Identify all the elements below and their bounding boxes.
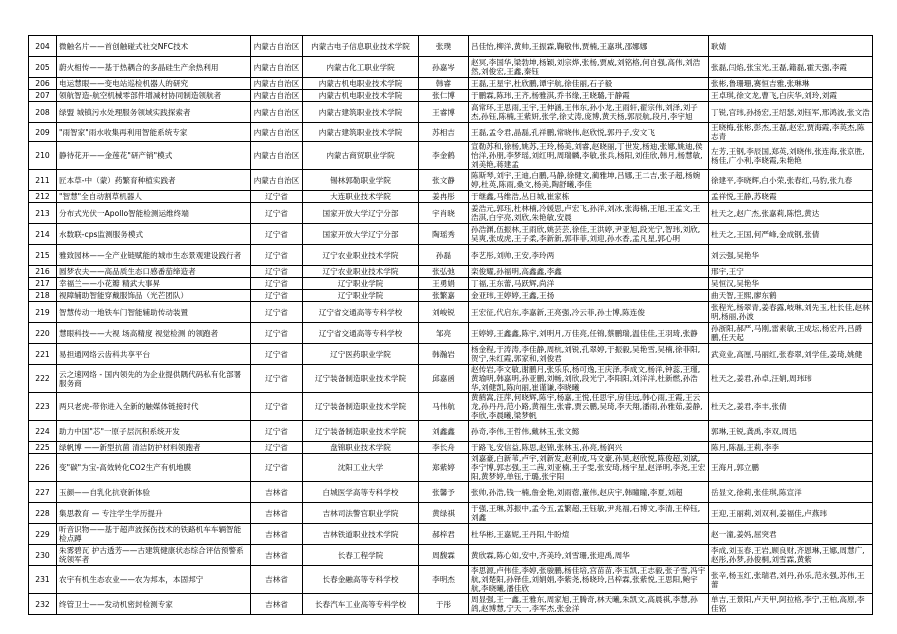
cell-members: 王磊,王星宇,杜欣鹏,谭宇航,徐佳丽,石子毅 xyxy=(469,78,709,90)
cell-school: 辽宁装备制造职业技术学院 xyxy=(303,421,419,442)
cell-project-name: 云之速网络 - 国内领先的为企业提供隅代码私有化部署服务商 xyxy=(57,365,251,393)
cell-province: 辽宁省 xyxy=(251,454,303,482)
cell-project-name: 电运慧眼——变电站巡检机器人的研究 xyxy=(57,78,251,90)
cell-province: 内蒙古自治区 xyxy=(251,36,303,57)
cell-teachers: 杜天之,姜君,孙卓,汪娟,周玮玮 xyxy=(709,365,873,393)
cell-leader: 张仁博 xyxy=(419,90,469,102)
cell-province: 辽宁省 xyxy=(251,302,303,323)
cell-number: 232 xyxy=(29,594,57,615)
table-row xyxy=(29,482,873,503)
table-row xyxy=(29,123,873,142)
cell-leader: 陶瑶秀 xyxy=(419,224,469,245)
cell-project-name: 静待花开——金莲花"研产销"模式 xyxy=(57,142,251,170)
table-row xyxy=(29,191,873,203)
cell-members: 丁福,王东蕾,马跃辉,尚洋 xyxy=(469,278,709,290)
cell-members: 杨金程,于涛涛,李佳静,周杭,刘锐,孔翠婷,于振毅,吴艳雪,吴楠,徐菲阳,贺宁,朱红霞,郭家和,刘俊君 xyxy=(469,344,709,365)
cell-teachers: 邢宇,王宁 xyxy=(709,266,873,278)
cell-school: 国家开放大学辽宁分部 xyxy=(303,224,419,245)
cell-members: 于继鑫,马维浩,丛日城,崔家栋 xyxy=(469,191,709,203)
cell-leader: 张璞 xyxy=(419,36,469,57)
cell-province: 吉林省 xyxy=(251,503,303,524)
table-row xyxy=(29,393,873,421)
cell-project-name: "雨智家"雨水收集再利用智能系统专家 xyxy=(57,123,251,142)
cell-leader: 韩瀚岩 xyxy=(419,344,469,365)
cell-leader: 张弘弛 xyxy=(419,266,469,278)
table-row xyxy=(29,245,873,266)
cell-province: 内蒙古自治区 xyxy=(251,102,303,123)
cell-province: 辽宁省 xyxy=(251,245,303,266)
cell-members: 杜华彬,王嘉妮,王丹阳,牛盼煊 xyxy=(469,524,709,545)
cell-province: 内蒙古自治区 xyxy=(251,78,303,90)
cell-province: 辽宁省 xyxy=(251,393,303,421)
table-row xyxy=(29,302,873,323)
cell-leader: 苏相吉 xyxy=(419,123,469,142)
cell-school: 内蒙古商贸职业学院 xyxy=(303,142,419,170)
cell-teachers: 张磊,闫焰,张宝光,王磊,籍磊,霍天强,李霞 xyxy=(709,57,873,78)
table-row xyxy=(29,142,873,170)
cell-number: 228 xyxy=(29,503,57,524)
cell-teachers: 陈月,陈磊,王莉,李李 xyxy=(709,442,873,454)
cell-province: 辽宁省 xyxy=(251,344,303,365)
cell-leader: 周馥霖 xyxy=(419,545,469,566)
cell-number: 219 xyxy=(29,302,57,323)
cell-school: 辽宁农业职业技术学院 xyxy=(303,266,419,278)
cell-teachers: 郭琳,王锐,龚禹,李双,周迅 xyxy=(709,421,873,442)
cell-project-name: 终管卫士——发动机密封检测专家 xyxy=(57,594,251,615)
cell-school: 内蒙古化工职业学院 xyxy=(303,57,419,78)
cell-school: 内蒙古机电职业技术学院 xyxy=(303,78,419,90)
cell-project-name: 蔚火相传——基于热耦合的多晶硅生产余热利用 xyxy=(57,57,251,78)
cell-project-name: 助力中国"芯"一原子层沉积系统开发 xyxy=(57,421,251,442)
table-row xyxy=(29,503,873,524)
cell-project-name: 微触名片——首创触碰式社交NFC技术 xyxy=(57,36,251,57)
cell-project-name: 听音识物——基于超声波探伤技术的铁路机车车辆智能检点蹲 xyxy=(57,524,251,545)
cell-province: 辽宁省 xyxy=(251,421,303,442)
cell-leader: 黄绿祺 xyxy=(419,503,469,524)
table-row xyxy=(29,344,873,365)
cell-project-name: 玉颜——自乳化抗衰新体验 xyxy=(57,482,251,503)
cell-school: 辽宁职业学院 xyxy=(303,290,419,302)
cell-teachers: 岳显文,徐莉,张佳琪,陈宣洋 xyxy=(709,482,873,503)
table-row xyxy=(29,170,873,191)
cell-number: 206 xyxy=(29,78,57,90)
cell-teachers: 孙浙阳,郝严,马刚,雷素敏,王成坛,杨宏丹,吕爵鹏,任天起 xyxy=(709,323,873,344)
table-row xyxy=(29,454,873,482)
table-row xyxy=(29,524,873,545)
cell-number: 226 xyxy=(29,454,57,482)
cell-province: 内蒙古自治区 xyxy=(251,57,303,78)
cell-number: 214 xyxy=(29,224,57,245)
cell-school: 沈阳工业大学 xyxy=(303,454,419,482)
table-row xyxy=(29,442,873,454)
cell-members: 吕佳怡,柳洋,黄帅,王振霖,鞠敬伟,贾楠,王嘉琪,邵娜娜 xyxy=(469,36,709,57)
cell-members: 金亚玮,王婷婷,王鑫,王扬 xyxy=(469,290,709,302)
table-row xyxy=(29,224,873,245)
cell-leader: 于彤 xyxy=(419,594,469,615)
cell-number: 212 xyxy=(29,191,57,203)
cell-project-name: 绿盟 城镇污水处理服务领域实践探索者 xyxy=(57,102,251,123)
cell-school: 内蒙古建筑职业技术学院 xyxy=(303,102,419,123)
cell-province: 辽宁省 xyxy=(251,442,303,454)
cell-province: 辽宁省 xyxy=(251,191,303,203)
cell-number: 218 xyxy=(29,290,57,302)
table-row xyxy=(29,594,873,615)
table-row xyxy=(29,90,873,102)
cell-teachers: 曲天智,王熙,廖东鹤 xyxy=(709,290,873,302)
table-row xyxy=(29,36,873,57)
cell-leader: 张繁嘉 xyxy=(419,290,469,302)
table-row xyxy=(29,566,873,594)
cell-number: 216 xyxy=(29,266,57,278)
cell-project-name: "智慧"全自动割草机器人 xyxy=(57,191,251,203)
cell-leader: 李明杰 xyxy=(419,566,469,594)
cell-teachers: 张程光,杨翠青,姜春露,岐琳,刘先玉,杜长佳,赵林明,杨丽,孙波 xyxy=(709,302,873,323)
cell-leader: 马伟航 xyxy=(419,393,469,421)
cell-leader: 刘鑫鑫 xyxy=(419,421,469,442)
cell-school: 辽宁医药职业学院 xyxy=(303,344,419,365)
table-row xyxy=(29,203,873,224)
cell-teachers: 武竞业,高厘,马丽红,张春翠,刘学佳,姜琦,姚健 xyxy=(709,344,873,365)
cell-leader: 张馨予 xyxy=(419,482,469,503)
cell-members: 栾俊耀,孙福明,高鑫鑫,李鑫 xyxy=(469,266,709,278)
cell-members: 周显强,王一鑫,王雅东,周家旭,王腾奇,林天曦,朱凯文,高晨祺,李慧,孙鸽,赵博慧,宁天一,李军杰,张金洋 xyxy=(469,594,709,615)
cell-leader: 李长舟 xyxy=(419,442,469,454)
table-row xyxy=(29,545,873,566)
cell-members: 黄鹤嵩,汪萍,何晓辉,陈宇,杨嘉,王悦,任思宇,房佳远,韩心雨,王霞,王云龙,孙丹丹,范小路,黄福生,张睿,贾云鹏,吴琦,李天翔,潘雨,孙雅茹,姜静,李欣,李晨曦,梁梦帆 xyxy=(469,393,709,421)
cell-school: 辽宁职业学院 xyxy=(303,278,419,290)
cell-school: 辽宁装备制造职业技术学院 xyxy=(303,365,419,393)
cell-leader: 邹亮 xyxy=(419,323,469,344)
cell-teachers: 单吉,王景阳,卢天甲,阿拉格,李宁,王柏,高原,李佳铭 xyxy=(709,594,873,615)
cell-teachers: 张辛,杨玉红,张瑞君,刘丹,孙乐,范永强,苏伟,王蕾 xyxy=(709,566,873,594)
cell-province: 辽宁省 xyxy=(251,323,303,344)
table-row xyxy=(29,102,873,123)
cell-province: 吉林省 xyxy=(251,566,303,594)
cell-number: 208 xyxy=(29,102,57,123)
cell-leader: 王睿博 xyxy=(419,102,469,123)
cell-project-name: 绿帆博 ——新型抗菌 清洁防护材料领跑者 xyxy=(57,442,251,454)
cell-teachers: 杜天之,姜君,李丰,张倩 xyxy=(709,393,873,421)
cell-members: 李艺彤,刘帅,王安,李玲两 xyxy=(469,245,709,266)
table-row xyxy=(29,266,873,278)
cell-teachers: 李成,刘玉春,王岩,顾良财,齐恩琳,王娜,周慧广,赵彤,孙梦,孙俊桐,刘雪霖,黄紫 xyxy=(709,545,873,566)
cell-teachers: 丁锐,宫玮,孙扬宏,王绍瑟,刘钰军,邢鸿波,张文浩 xyxy=(709,102,873,123)
cell-school: 内蒙古机电职业技术学院 xyxy=(303,90,419,102)
cell-number: 223 xyxy=(29,393,57,421)
cell-members: 黄欣霖,陈心如,安中,齐美玲,刘雪珊,张迎禹,周华 xyxy=(469,545,709,566)
cell-project-name: 慧眼科技——大视 场高精度 视觉检测 的领跑者 xyxy=(57,323,251,344)
cell-school: 锡林郭勒职业学院 xyxy=(303,170,419,191)
cell-school: 白城医学高等专科学校 xyxy=(303,482,419,503)
cell-teachers: 王晓梅,张彬,彭杰,王磊,赵宏,贾海霞,李英杰,陈志青 xyxy=(709,123,873,142)
cell-number: 225 xyxy=(29,442,57,454)
cell-members: 陈斯琴,刘宇,王迪,白鹏,马静,徐健文,蔺雅坤,吕娜,王二吉,张子超,杨婉婷,杜英,陈雨,桑文,杨美,陶舒曦,李佳 xyxy=(469,170,709,191)
cell-members: 王婷婷,王鑫鑫,陈宇,刘明月,万佳亮,任锦,蔡鹏瑞,温佳佳,王羽琦,张静 xyxy=(469,323,709,344)
cell-number: 211 xyxy=(29,170,57,191)
cell-project-name: 集思教育 — 专注学生学历提升 xyxy=(57,503,251,524)
cell-project-name: 圆梦农夫——高品质生态口感番茄缔造者 xyxy=(57,266,251,278)
cell-leader: 孙磊 xyxy=(419,245,469,266)
cell-school: 盘锦职业技术学院 xyxy=(303,442,419,454)
table-row xyxy=(29,323,873,344)
cell-number: 220 xyxy=(29,323,57,344)
cell-project-name: 变"碳"为宝-高效转化CO2生产有机地膜 xyxy=(57,454,251,482)
project-table xyxy=(28,35,873,615)
cell-leader: 孙嘉岑 xyxy=(419,57,469,78)
cell-number: 205 xyxy=(29,57,57,78)
cell-leader: 邱嘉函 xyxy=(419,365,469,393)
cell-province: 辽宁省 xyxy=(251,278,303,290)
cell-project-name: 两只老虎-带你进入全新的触媒体链接时代 xyxy=(57,393,251,421)
cell-project-name: 领航智造-航空机械零部件增减材协同制造领航者 xyxy=(57,90,251,102)
cell-school: 内蒙古建筑职业技术学院 xyxy=(303,123,419,142)
cell-project-name: 易担通网络云齿科共享平台 xyxy=(57,344,251,365)
cell-province: 内蒙古自治区 xyxy=(251,142,303,170)
table-row xyxy=(29,78,873,90)
cell-number: 215 xyxy=(29,245,57,266)
cell-number: 222 xyxy=(29,365,57,393)
cell-members: 于鹏霖,陈玮,王齐,杨雅淇,乔书缘,王晓璐,于静霞 xyxy=(469,90,709,102)
cell-project-name: 朱雾碧瓦 护古透芳——古建筑健康状态综合评估预警系统领军者 xyxy=(57,545,251,566)
cell-members: 姜浩元,郭珏,杜林楠,冷媛思,卢宏飞,孙洋,刘冰,张海楠,王旭,王孟文,王浩淇,白宇亮,刘欣,朱艳敏,安晨 xyxy=(469,203,709,224)
cell-number: 231 xyxy=(29,566,57,594)
cell-number: 217 xyxy=(29,278,57,290)
cell-teachers: 吴恒汉,吴艳华 xyxy=(709,278,873,290)
cell-teachers: 刘云强,吴艳华 xyxy=(709,245,873,266)
cell-project-name: 匠本草-中（蒙）药繁育种植实践者 xyxy=(57,170,251,191)
cell-school: 长春汽车工业高等专科学校 xyxy=(303,594,419,615)
cell-members: 赵冥,李国华,梁勃坤,杨颖,刘宗烨,张杨,贾威,刘铭格,何自强,高伟,刘浩然,刘俊宏,王鑫,秦钰 xyxy=(469,57,709,78)
cell-school: 长春金融高等专科学校 xyxy=(303,566,419,594)
cell-number: 227 xyxy=(29,482,57,503)
cell-province: 辽宁省 xyxy=(251,290,303,302)
cell-province: 辽宁省 xyxy=(251,365,303,393)
cell-teachers: 杜天之,王国,何严峰,金成钢,张倩 xyxy=(709,224,873,245)
cell-leader: 郑紫婷 xyxy=(419,454,469,482)
cell-number: 213 xyxy=(29,203,57,224)
cell-number: 207 xyxy=(29,90,57,102)
roster-sheet xyxy=(28,35,873,615)
cell-province: 辽宁省 xyxy=(251,203,303,224)
cell-province: 吉林省 xyxy=(251,482,303,503)
cell-members: 孙浩渊,伍振林,王雨欣,姚芸芸,徐佳,王洪婷,尹亚旭,段光宁,智玮,刘欣,吴爽,张成虎,王子柔,李新新,郭菲菲,刘迎,孙水香,孟凡星,郭心明 xyxy=(469,224,709,245)
cell-teachers: 徐建平,李晓辉,白小荣,张春红,马豹,张九春 xyxy=(709,170,873,191)
cell-province: 吉林省 xyxy=(251,524,303,545)
table-row xyxy=(29,278,873,290)
cell-school: 辽宁农业职业技术学院 xyxy=(303,245,419,266)
cell-members: 张帅,孙浩,钱一楠,詹金艳,刘雨蓿,董伟,赵庆宇,韩瞳瞳,李夏,刘超 xyxy=(469,482,709,503)
cell-leader: 李金鹤 xyxy=(419,142,469,170)
cell-school: 辽宁装备制造职业技术学院 xyxy=(303,393,419,421)
cell-province: 吉林省 xyxy=(251,545,303,566)
cell-school: 吉林铁道职业技术学院 xyxy=(303,524,419,545)
cell-teachers: 王卓琪,徐文龙,曹飞,白庆华,刘玲,刘霞 xyxy=(709,90,873,102)
cell-school: 内蒙古电子信息职业技术学院 xyxy=(303,36,419,57)
cell-leader: 姜冉彤 xyxy=(419,191,469,203)
cell-province: 吉林省 xyxy=(251,594,303,615)
table-row xyxy=(29,365,873,393)
table-row xyxy=(29,57,873,78)
cell-leader: 宇肖晓 xyxy=(419,203,469,224)
cell-project-name: 农宇有机生态农业——农为邦本，本固邦宁 xyxy=(57,566,251,594)
cell-leader: 王勇娟 xyxy=(419,278,469,290)
cell-members: 刘嘉豪,白新苇,卢宇,刘新发,赵利成,马文豪,孙昊,赵欣悦,陈俊超,刘斌,李宁博,郭志强,王二茜,刘亚楠,王子雯,张安琦,杨宇星,赵泽明,李尧,王宏阳,黄梦婷,单钰,于璐,张宇阳 xyxy=(469,454,709,482)
cell-school: 大连职业技术学院 xyxy=(303,191,419,203)
cell-province: 辽宁省 xyxy=(251,266,303,278)
cell-members: 宣勒苏和,徐杨,姚苏,王玲,杨美,刘睿,赵晓丽,丁世发,杨迪,张娜,姚迪,侯怡洋,孙朋,李梦瑶,刘红明,周瑞麟,李敏,张兵,杨阳,刘佳欣,韩月,杨慧敏,刘美艳,蒋建孟 xyxy=(469,142,709,170)
cell-number: 221 xyxy=(29,344,57,365)
cell-project-name: 幸福兰——小花瓣 精武大事昇 xyxy=(57,278,251,290)
cell-teachers: 左芳,王钢,李辰国,郑英,刘晓伟,张连海,张京胜,杨佳,广小利,李晓霞,朱艳艳 xyxy=(709,142,873,170)
table-row xyxy=(29,290,873,302)
cell-members: 赵传岩,李文敏,谢鹏月,张乐乐,杨可逸,王庆泽,李成文,杨洋,钟蕊,王瑾,黄瑜明,韩嘉明,孙亚鹏,刘畅,刘欣,段光宁,李阳阳,刘洋洋,杜新燃,孙浩华,刘健凯,陈向丽,崔谨谦,李晓曦 xyxy=(469,365,709,393)
cell-number: 204 xyxy=(29,36,57,57)
cell-members: 李思源,卢伟佳,李婷,张骏鹏,杨佳培,宫苗苗,李玉凯,王志毅,张子雪,冯宇航,刘楚阳,孙铎佳,刘娟娟,李紫尧,杨晓玲,吕梓霖,张紫悦,王思阳,鲍宇航,李晓曦,潘佳欣 xyxy=(469,566,709,594)
table-row xyxy=(29,421,873,442)
cell-number: 209 xyxy=(29,123,57,142)
cell-province: 辽宁省 xyxy=(251,224,303,245)
cell-school: 长春工程学院 xyxy=(303,545,419,566)
cell-teachers: 耿婧 xyxy=(709,36,873,57)
cell-number: 224 xyxy=(29,421,57,442)
cell-school: 辽宁省交通高等专科学校 xyxy=(303,323,419,344)
cell-leader: 张文静 xyxy=(419,170,469,191)
cell-province: 内蒙古自治区 xyxy=(251,123,303,142)
cell-number: 230 xyxy=(29,545,57,566)
cell-school: 吉林司法警官职业学院 xyxy=(303,503,419,524)
cell-teachers: 杜天之,赵广杰,张嘉莉,陈恺,黄达 xyxy=(709,203,873,224)
cell-school: 辽宁省交通高等专科学校 xyxy=(303,302,419,323)
cell-project-name: 智慧传动一地铁车门智能辅助传动装置 xyxy=(57,302,251,323)
cell-school: 国家开放大学辽宁分部 xyxy=(303,203,419,224)
cell-project-name: 分布式光伏一Apollo智能检测运维终端 xyxy=(57,203,251,224)
cell-members: 高常环,王思雨,王宇,王伸涵,王伟东,孙小龙,王雨轩,翟宗伟,刘泽,刘子杰,孙钰,陈楠,王紫妍,张学,徐丈涛,庞博,黄天杨,郭辰航,段月,李宇旭 xyxy=(469,102,709,123)
cell-members: 孙奇,李伟,王哲伟,戴林玉,张文懿 xyxy=(469,421,709,442)
cell-leader: 刘峻锐 xyxy=(419,302,469,323)
cell-project-name: 雅致园林——全产业链赋能的城市生态景观建设践行者 xyxy=(57,245,251,266)
cell-project-name: 水数联-cps监测服务模式 xyxy=(57,224,251,245)
cell-province: 内蒙古自治区 xyxy=(251,170,303,191)
cell-teachers: 孟祥悦,王静,苏晓霞 xyxy=(709,191,873,203)
cell-leader: 韩睿 xyxy=(419,78,469,90)
cell-teachers: 王迎,王丽莉,刘双利,姜福佳,卢燕玮 xyxy=(709,503,873,524)
cell-members: 于路飞,安信益,陈思,赵锦,张林玉,孙亮,杨润兴 xyxy=(469,442,709,454)
cell-members: 王宏征,代启东,李嘉新,王亮强,冷云菲,孙士博,陈连俊 xyxy=(469,302,709,323)
cell-number: 210 xyxy=(29,142,57,170)
cell-members: 王磊,孟令君,晶磊,孔祥鹏,常晓伟,赵欣悦,郭丹子,安文飞 xyxy=(469,123,709,142)
cell-leader: 郝梓君 xyxy=(419,524,469,545)
cell-number: 229 xyxy=(29,524,57,545)
cell-teachers: 王海月,郭立鹏 xyxy=(709,454,873,482)
cell-project-name: 视障辅助智能穿戴服饰品（光芒团队） xyxy=(57,290,251,302)
cell-teachers: 赵一潼,姜妈,屈突君 xyxy=(709,524,873,545)
cell-province: 内蒙古自治区 xyxy=(251,90,303,102)
cell-teachers: 张彬,鲁珊珊,赛恒吉雅,张琳琳 xyxy=(709,78,873,90)
cell-members: 于强,王琳,苏振中,孟今五,孟繁超,王钰敏,尹兆福,石博文,李清,王梓钰,刘鑫 xyxy=(469,503,709,524)
